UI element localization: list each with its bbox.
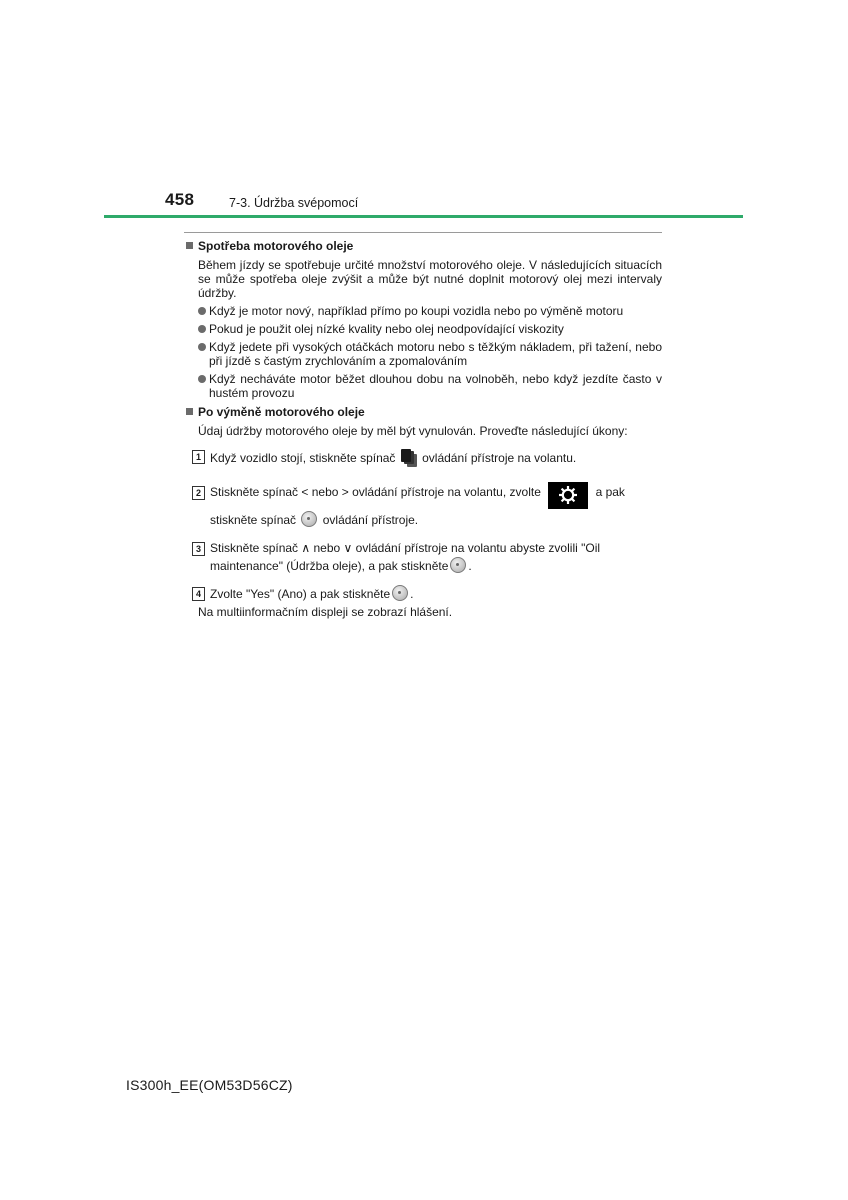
oil-consumption-intro: Během jízdy se spotřebuje určité množství motorového oleje. V následujících situacích se může spotřeba oleje zvýšit a může být nutné doplnit motorový olej mezi intervaly údržby. bbox=[198, 258, 662, 300]
closing-note: Na multiinformačním displeji se zobrazí hlášení. bbox=[198, 605, 453, 619]
list-item: Pokud je použit olej nízké kvality nebo olej neodpovídající viskozity bbox=[198, 322, 662, 336]
section-divider bbox=[184, 232, 662, 233]
page-content bbox=[186, 237, 662, 619]
oil-change-intro: Údaj údržby motorového oleje by měl být vynulován. Proveďte následující úkony: bbox=[198, 424, 628, 438]
list-item: Když je motor nový, například přímo po koupi vozidla nebo po výměně motoru bbox=[198, 304, 662, 318]
square-bullet-icon bbox=[186, 242, 193, 249]
list-item: Když jedete při vysokých otáčkách motoru nebo s těžkým nákladem, při tažení, nebo při jízdě s častým zrychlováním a zpomalováním bbox=[198, 340, 662, 368]
document-code: IS300h_EE(OM53D56CZ) bbox=[126, 1077, 293, 1093]
step-number: 1 bbox=[192, 450, 205, 464]
step-2: 2 Stiskněte spínač < nebo > ovládání přístroje na volantu, zvolte a pak stiskněte spínač ovládání přístroje. bbox=[192, 481, 662, 531]
section-heading-oil-consumption: Spotřeba motorového oleje bbox=[186, 239, 662, 253]
step-number: 2 bbox=[192, 486, 205, 500]
knob-icon bbox=[392, 585, 408, 601]
gear-icon bbox=[548, 482, 588, 509]
step-4: 4 Zvolte "Yes" (Ano) a pak stiskněte . bbox=[192, 585, 662, 603]
pages-icon bbox=[401, 449, 417, 467]
step-3: 3 Stiskněte spínač ∧ nebo ∨ ovládání přístroje na volantu abyste zvolili "Oil maintenance" (Údržba oleje), a pak stiskněte . bbox=[192, 540, 662, 575]
chapter-title: 7-3. Údržba svépomocí bbox=[229, 196, 359, 210]
knob-icon bbox=[450, 557, 466, 573]
round-bullet-icon bbox=[198, 343, 206, 351]
round-bullet-icon bbox=[198, 375, 206, 383]
round-bullet-icon bbox=[198, 307, 206, 315]
step-number: 4 bbox=[192, 587, 205, 601]
square-bullet-icon bbox=[186, 408, 193, 415]
step-number: 3 bbox=[192, 542, 205, 556]
step-1: 1 Když vozidlo stojí, stiskněte spínač ovládání přístroje na volantu. bbox=[192, 449, 662, 467]
page-number: 458 bbox=[165, 190, 195, 209]
section-heading-after-oil-change: Po výměně motorového oleje bbox=[186, 405, 662, 419]
list-item: Když necháváte motor běžet dlouhou dobu na volnoběh, nebo když jezdíte často v hustém provozu bbox=[198, 372, 662, 400]
header-divider bbox=[104, 215, 743, 218]
knob-icon bbox=[301, 511, 317, 527]
round-bullet-icon bbox=[198, 325, 206, 333]
